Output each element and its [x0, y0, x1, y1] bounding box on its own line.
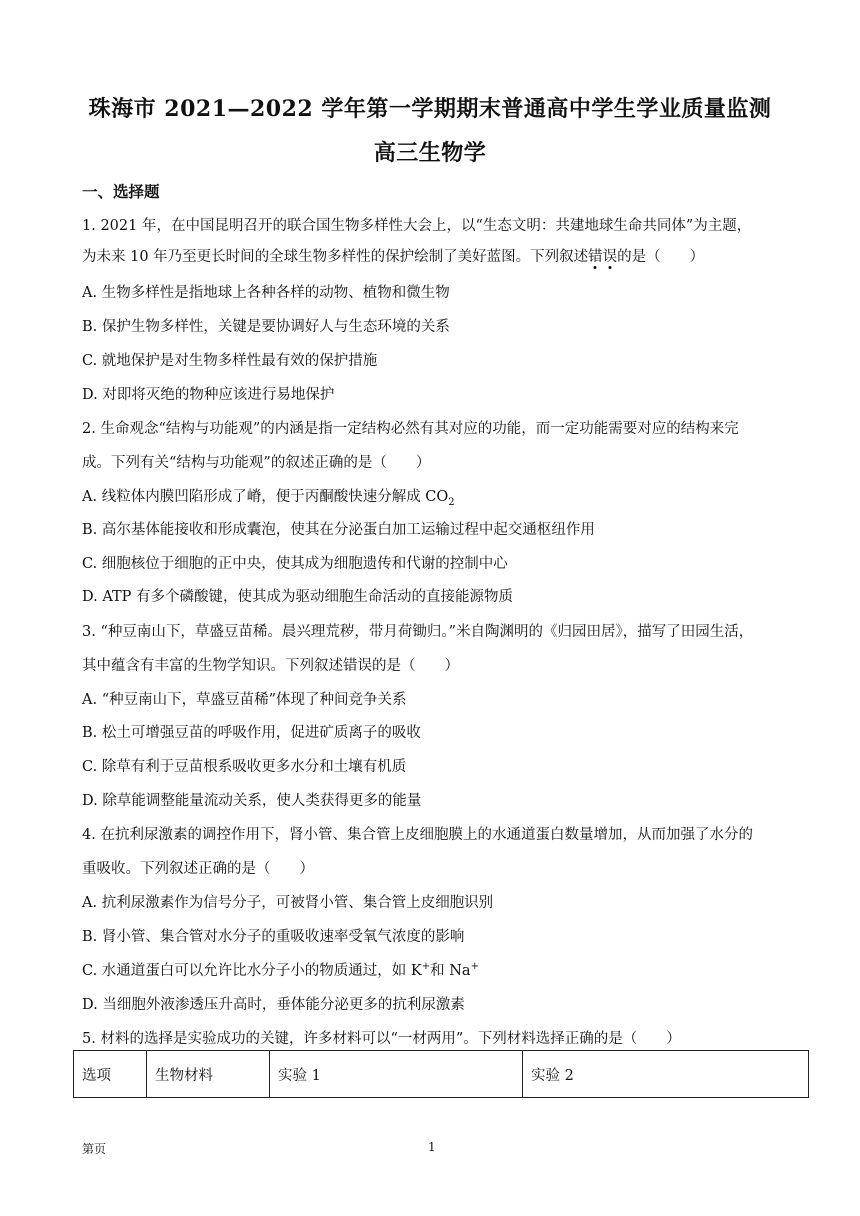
q4-option-c-text: C. 水通道蛋白可以允许比水分子小的物质通过，如 K [82, 963, 422, 979]
q2-stem-line2: 成。下列有关“结构与功能观”的叙述正确的是（ ） [82, 455, 431, 471]
section-heading: 一、选择题 [82, 182, 160, 201]
table-header-cell: 生物材料 [147, 1051, 270, 1098]
q4-option-c-sup: + [421, 961, 431, 973]
q1-option-a: A. 生物多样性是指地球上各种各样的动物、植物和微生物 [82, 285, 450, 301]
q2-stem-line1: 2. 生命观念“结构与功能观”的内涵是指一定结构必然有其对应的功能，而一定功能需要对应的结构来完 [82, 421, 739, 437]
q4-option-c [82, 959, 479, 980]
q4-option-c-sup2: + [470, 961, 479, 973]
q2-option-d: D. ATP 有多个磷酸键，使其成为驱动细胞生命活动的直接能源物质 [82, 589, 514, 605]
q3-option-b: B. 松土可增强豆苗的呼吸作用，促进矿质离子的吸收 [82, 725, 421, 741]
q4-option-a: A. 抗利尿激素作为信号分子，可被肾小管、集合管上皮细胞识别 [82, 895, 494, 911]
q3-option-a: A. “种豆南山下，草盛豆苗稀”体现了种间竞争关系 [82, 692, 407, 708]
q4-option-b: B. 肾小管、集合管对水分子的重吸收速率受氧气浓度的影响 [82, 929, 465, 945]
page-title: 珠海市 2021—2022 学年第一学期期末普通高中学生学业质量监测 [88, 96, 772, 122]
table-header-cell: 实验 2 [523, 1051, 809, 1098]
page-subtitle: 高三生物学 [373, 140, 487, 166]
q2-option-a-subscript: 2 [448, 496, 455, 508]
q4-stem-line1: 4. 在抗利尿激素的调控作用下，肾小管、集合管上皮细胞膜上的水通道蛋白数量增加，从而加强了水分的 [82, 827, 753, 843]
q1-option-c: C. 就地保护是对生物多样性最有效的保护措施 [82, 353, 378, 369]
q1-option-b: B. 保护生物多样性，关键是要协调好人与生态环境的关系 [82, 319, 450, 335]
q1-stem-part-b: 的是（ ） [617, 249, 705, 265]
q3-stem-line2: 其中蕴含有丰富的生物学知识。下列叙述错误的是（ ） [82, 658, 459, 674]
q1-stem-part-a: 为未来 10 年乃至更长时间的全球生物多样性的保护绘制了美好蓝图。下列叙述 [82, 249, 589, 265]
q5-stem: 5. 材料的选择是实验成功的关键，许多材料可以“一材两用”。下列材料选择正确的是（ ） [82, 1031, 681, 1047]
q4-stem-line2: 重吸收。下列叙述正确的是（ ） [82, 861, 314, 877]
q1-stem-line2 [82, 245, 704, 266]
q2-option-a-text: A. 线粒体内膜凹陷形成了嵴，便于丙酮酸快速分解成 CO [82, 489, 449, 505]
q2-option-a [82, 485, 455, 508]
q3-option-d: D. 除草能调整能量流动关系，使人类获得更多的能量 [82, 793, 422, 809]
q3-stem-line1: 3. “种豆南山下，草盛豆苗稀。晨兴理荒秽，带月荷锄归。”米自陶渊明的《归园田居》，描写了田园生活， [82, 624, 754, 640]
q1-option-d: D. 对即将灭绝的物种应该进行易地保护 [82, 387, 335, 403]
q2-option-c: C. 细胞核位于细胞的正中央，使其成为细胞遗传和代谢的控制中心 [82, 556, 508, 572]
footer-label: 第页 [82, 1142, 107, 1156]
q4-option-c-text2: 和 Na [430, 963, 471, 979]
page-number: 1 [428, 1140, 436, 1154]
q4-option-d: D. 当细胞外液渗透压升高时，垂体能分泌更多的抗利尿激素 [82, 997, 465, 1013]
q2-option-b: B. 高尔基体能接收和形成囊泡，使其在分泌蛋白加工运输过程中起交通枢纽作用 [82, 522, 595, 538]
table-header-row [74, 1051, 809, 1098]
q1-stem-line1: 1. 2021 年，在中国昆明召开的联合国生物多样性大会上，以“生态文明：共建地球生命共同体”为主题， [82, 218, 752, 234]
q1-emphasis-char: 错 [588, 249, 603, 265]
table-header-cell: 实验 1 [270, 1051, 523, 1098]
table-header-cell: 选项 [74, 1051, 147, 1098]
q5-table [73, 1050, 809, 1098]
q1-emphasis-char: 误 [602, 249, 618, 265]
q3-option-c: C. 除草有利于豆苗根系吸收更多水分和土壤有机质 [82, 759, 407, 775]
